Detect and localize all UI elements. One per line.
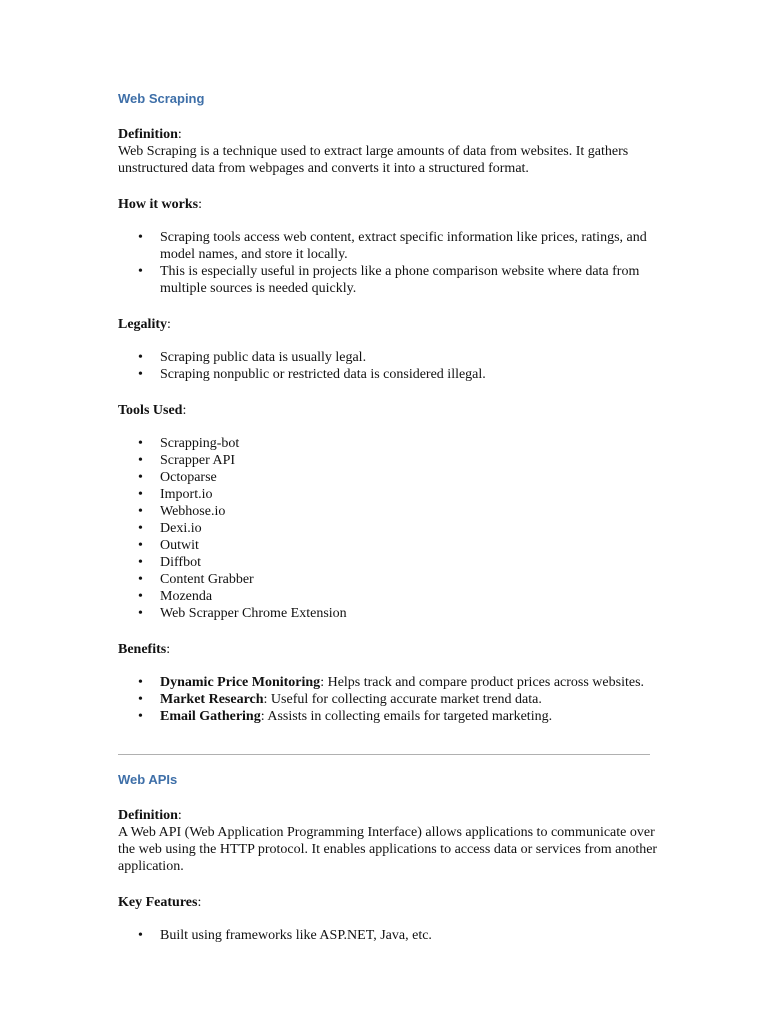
legality-list [118,349,658,383]
list-item: • Import.io [160,486,658,503]
list-item: • Mozenda [160,588,658,605]
tools-used-label: Tools Used: [118,403,187,418]
section-heading-web-apis: Web APIs [118,772,178,787]
tools-used-list [118,435,658,622]
list-item: • Scraping nonpublic or restricted data is considered illegal. [160,366,658,383]
benefits-label: Benefits: [118,642,171,657]
list-item: • Scraping tools access web content, extract specific information like prices, ratings, and model names, and store it locally. [160,229,658,263]
how-it-works-label: How it works: [118,197,203,212]
list-item: • Scraping public data is usually legal. [160,349,658,366]
definition-text: Web Scraping is a technique used to extract large amounts of data from websites. It gathers unstructured data from webpages and converts it into a structured format. [118,144,629,176]
legality-label: Legality: [118,317,171,332]
benefits-list [118,674,658,725]
list-item: • Scrapper API [160,452,658,469]
definition-text: A Web API (Web Application Programming Interface) allows applications to communicate over the web using the HTTP protocol. It enables applications to access data or services from another application. [118,825,658,874]
how-it-works-list [118,229,658,297]
list-item: • Market Research: Useful for collecting accurate market trend data. [160,691,658,708]
key-features-label: Key Features: [118,895,202,910]
definition-label: Definition: [118,127,182,142]
list-item: • Dynamic Price Monitoring: Helps track and compare product prices across websites. [160,674,658,691]
list-item: • This is especially useful in projects like a phone comparison website where data from multiple sources is needed quickly. [160,263,658,297]
list-item: • Email Gathering: Assists in collecting emails for targeted marketing. [160,708,658,725]
list-item: • Scrapping-bot [160,435,658,452]
definition-label: Definition: [118,808,182,823]
list-item: • Diffbot [160,554,658,571]
list-item: • Content Grabber [160,571,658,588]
list-item: • Web Scrapper Chrome Extension [160,605,658,622]
key-features-list [118,927,658,944]
section-divider [118,754,650,755]
list-item: • Built using frameworks like ASP.NET, Java, etc. [160,927,658,944]
document-content [118,90,658,944]
section-heading-web-scraping: Web Scraping [118,91,205,106]
list-item: • Webhose.io [160,503,658,520]
list-item: • Octoparse [160,469,658,486]
list-item: • Outwit [160,537,658,554]
list-item: • Dexi.io [160,520,658,537]
